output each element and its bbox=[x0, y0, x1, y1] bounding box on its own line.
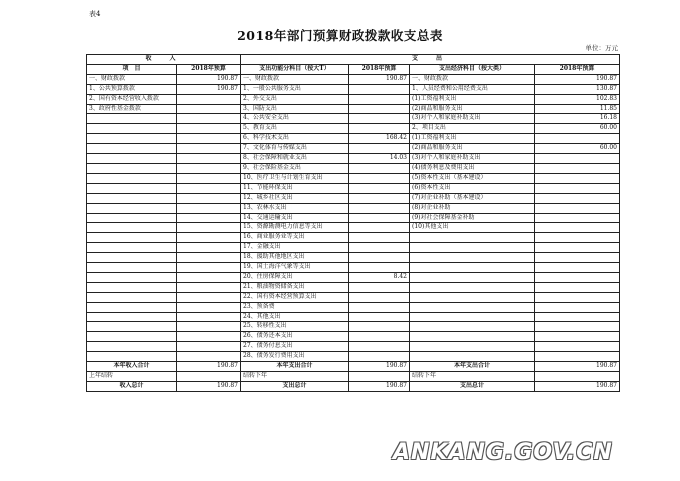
income-value-cell bbox=[177, 302, 241, 312]
income-item-cell bbox=[87, 282, 177, 292]
economic-item-cell: (9)对社会保障基金补助 bbox=[410, 213, 535, 223]
table-row bbox=[87, 302, 620, 312]
income-value-cell bbox=[177, 243, 241, 253]
income-value-cell bbox=[177, 173, 241, 183]
economic-value-cell bbox=[535, 154, 620, 164]
economic-value-cell: 11.85 bbox=[535, 104, 620, 114]
income-value-cell bbox=[177, 342, 241, 352]
economic-item-cell bbox=[410, 233, 535, 243]
function-item-cell: 25、转移性支出 bbox=[241, 322, 349, 332]
income-header: 收 入 bbox=[87, 55, 241, 65]
income-item-cell bbox=[87, 203, 177, 213]
function-value-cell: 190.87 bbox=[349, 74, 410, 84]
economic-value-cell bbox=[535, 134, 620, 144]
function-budget-column-header: 2018年预算 bbox=[349, 64, 410, 74]
income-item-cell bbox=[87, 272, 177, 282]
economic-value-cell bbox=[535, 282, 620, 292]
income-item-cell bbox=[87, 213, 177, 223]
economic-value-cell bbox=[535, 183, 620, 193]
income-value-cell bbox=[177, 233, 241, 243]
function-item-cell: 19、国土海洋气象等支出 bbox=[241, 263, 349, 273]
economic-item-cell bbox=[410, 322, 535, 332]
function-class-column-header: 支出功能分科目（按大T） bbox=[241, 64, 349, 74]
function-item-cell: 6、科学技术支出 bbox=[241, 134, 349, 144]
economic-value-cell bbox=[535, 352, 620, 362]
function-item-cell: 17、金融支出 bbox=[241, 243, 349, 253]
table-row bbox=[87, 233, 620, 243]
function-value-cell bbox=[349, 213, 410, 223]
income-item-cell bbox=[87, 263, 177, 273]
economic-value-cell bbox=[535, 302, 620, 312]
table-row bbox=[87, 173, 620, 183]
income-budget-column-header: 2018年预算 bbox=[177, 64, 241, 74]
income-item-cell bbox=[87, 332, 177, 342]
table-row bbox=[87, 352, 620, 362]
site-watermark: ANKANG.GOV.CN bbox=[393, 440, 613, 465]
economic-item-cell bbox=[410, 302, 535, 312]
table-row bbox=[87, 74, 620, 84]
economic-value-cell bbox=[535, 203, 620, 213]
income-item-cell bbox=[87, 233, 177, 243]
income-item-cell bbox=[87, 144, 177, 154]
economic-item-cell: (1)工资福利支出 bbox=[410, 134, 535, 144]
economic-item-cell: 一、财政拨款 bbox=[410, 74, 535, 84]
function-item-cell: 21、粮油物资储备支出 bbox=[241, 282, 349, 292]
income-year-total-value: 190.87 bbox=[177, 362, 241, 372]
function-value-cell: 168.42 bbox=[349, 134, 410, 144]
function-value-cell bbox=[349, 223, 410, 233]
income-value-cell bbox=[177, 253, 241, 263]
expense-grand-total-label: 支出总计 bbox=[241, 381, 349, 391]
function-item-cell: 18、援助其他地区支出 bbox=[241, 253, 349, 263]
table-row bbox=[87, 312, 620, 322]
economic-item-cell: (3)对个人和家庭补助支出 bbox=[410, 154, 535, 164]
function-value-cell bbox=[349, 263, 410, 273]
table-header-group-row bbox=[87, 55, 620, 65]
table-row bbox=[87, 114, 620, 124]
income-item-cell bbox=[87, 124, 177, 134]
economic-item-cell: (4)债务利息及费用支出 bbox=[410, 163, 535, 173]
table-row bbox=[87, 144, 620, 154]
economic-value-cell: 190.87 bbox=[535, 74, 620, 84]
income-value-cell bbox=[177, 352, 241, 362]
table-row bbox=[87, 243, 620, 253]
income-value-cell bbox=[177, 163, 241, 173]
economic-value-cell: 60.00 bbox=[535, 124, 620, 134]
carry-row bbox=[87, 372, 620, 382]
table-header-row bbox=[87, 64, 620, 74]
income-item-cell bbox=[87, 173, 177, 183]
economic-value-cell bbox=[535, 243, 620, 253]
economic-year-total-value: 190.87 bbox=[535, 362, 620, 372]
table-row bbox=[87, 203, 620, 213]
income-value-cell bbox=[177, 213, 241, 223]
page-title: 2018年部门预算财政拨款收支总表 bbox=[237, 28, 443, 43]
income-item-cell bbox=[87, 114, 177, 124]
economic-value-cell bbox=[535, 342, 620, 352]
income-grand-total-label: 收入总计 bbox=[87, 381, 177, 391]
budget-table bbox=[86, 54, 620, 392]
function-value-cell bbox=[349, 233, 410, 243]
income-value-cell bbox=[177, 272, 241, 282]
income-value-cell bbox=[177, 144, 241, 154]
table-row bbox=[87, 342, 620, 352]
table-row bbox=[87, 193, 620, 203]
income-item-cell bbox=[87, 352, 177, 362]
carry-in-label: 上年结转 bbox=[87, 372, 177, 382]
economic-value-cell: 102.83 bbox=[535, 94, 620, 104]
income-value-cell: 190.87 bbox=[177, 84, 241, 94]
function-item-cell: 2、外交支出 bbox=[241, 94, 349, 104]
table-row bbox=[87, 292, 620, 302]
table-row bbox=[87, 223, 620, 233]
unit-label: 单位：万元 bbox=[585, 44, 618, 52]
economic-value-cell bbox=[535, 173, 620, 183]
economic-value-cell bbox=[535, 312, 620, 322]
function-item-cell: 16、商业服务业等支出 bbox=[241, 233, 349, 243]
expense-grand-total-value: 190.87 bbox=[349, 381, 410, 391]
economic-item-cell bbox=[410, 272, 535, 282]
table-row bbox=[87, 263, 620, 273]
table-row bbox=[87, 84, 620, 94]
table-row bbox=[87, 134, 620, 144]
income-value-cell bbox=[177, 114, 241, 124]
economic-value-cell bbox=[535, 163, 620, 173]
economic-value-cell bbox=[535, 233, 620, 243]
table-row bbox=[87, 163, 620, 173]
economic-item-cell bbox=[410, 352, 535, 362]
income-value-cell bbox=[177, 193, 241, 203]
economic-value-cell: 60.00 bbox=[535, 144, 620, 154]
function-item-cell: 12、城乡社区支出 bbox=[241, 193, 349, 203]
carry-in-value bbox=[177, 372, 241, 382]
function-item-cell: 5、教育支出 bbox=[241, 124, 349, 134]
function-value-cell bbox=[349, 104, 410, 114]
economic-item-cell bbox=[410, 292, 535, 302]
function-item-cell: 一、财政拨款 bbox=[241, 74, 349, 84]
economic-item-cell bbox=[410, 263, 535, 273]
function-item-cell: 24、其他支出 bbox=[241, 312, 349, 322]
economic-value-cell bbox=[535, 332, 620, 342]
income-value-cell bbox=[177, 203, 241, 213]
economic-value-cell bbox=[535, 253, 620, 263]
carry-out-economic-value bbox=[535, 372, 620, 382]
table-row bbox=[87, 253, 620, 263]
income-item-cell bbox=[87, 342, 177, 352]
function-value-cell bbox=[349, 203, 410, 213]
economic-value-cell bbox=[535, 272, 620, 282]
carry-out-label: 结转下年 bbox=[241, 372, 349, 382]
economic-item-cell: (10)其他支出 bbox=[410, 223, 535, 233]
expense-header: 支 出 bbox=[241, 55, 620, 65]
income-grand-total-value: 190.87 bbox=[177, 381, 241, 391]
function-item-cell: 9、社会保险基金支出 bbox=[241, 163, 349, 173]
income-year-total-label: 本年收入合计 bbox=[87, 362, 177, 372]
function-value-cell bbox=[349, 322, 410, 332]
economic-value-cell: 16.18 bbox=[535, 114, 620, 124]
income-value-cell: 190.87 bbox=[177, 74, 241, 84]
function-value-cell bbox=[349, 282, 410, 292]
income-item-cell bbox=[87, 223, 177, 233]
function-value-cell bbox=[349, 243, 410, 253]
economic-item-cell bbox=[410, 342, 535, 352]
function-value-cell bbox=[349, 342, 410, 352]
income-value-cell bbox=[177, 292, 241, 302]
income-value-cell bbox=[177, 154, 241, 164]
economic-item-cell: (5)资本性支出（基本建设） bbox=[410, 173, 535, 183]
item-column-header: 项 目 bbox=[87, 64, 177, 74]
function-value-cell bbox=[349, 124, 410, 134]
economic-class-column-header: 支出经济科目（按大类） bbox=[410, 64, 535, 74]
economic-item-cell bbox=[410, 253, 535, 263]
table-row bbox=[87, 322, 620, 332]
economic-item-cell: 2、项目支出 bbox=[410, 124, 535, 134]
function-item-cell: 10、医疗卫生与计划生育支出 bbox=[241, 173, 349, 183]
income-item-cell: 3、政府性基金拨款 bbox=[87, 104, 177, 114]
function-value-cell bbox=[349, 253, 410, 263]
function-item-cell: 7、文化体育与传媒支出 bbox=[241, 144, 349, 154]
economic-item-cell bbox=[410, 243, 535, 253]
income-item-cell bbox=[87, 154, 177, 164]
income-item-cell bbox=[87, 134, 177, 144]
table-number-tag: 表4 bbox=[89, 10, 101, 18]
function-value-cell bbox=[349, 94, 410, 104]
economic-item-cell: (6)资本性支出 bbox=[410, 183, 535, 193]
income-item-cell: 2、国有资本经营收入拨款 bbox=[87, 94, 177, 104]
economic-value-cell bbox=[535, 292, 620, 302]
function-item-cell: 23、预备费 bbox=[241, 302, 349, 312]
function-value-cell bbox=[349, 173, 410, 183]
table-row bbox=[87, 94, 620, 104]
carry-out-value bbox=[349, 372, 410, 382]
income-value-cell bbox=[177, 282, 241, 292]
income-item-cell: 一、财政拨款 bbox=[87, 74, 177, 84]
income-value-cell bbox=[177, 183, 241, 193]
table-row bbox=[87, 332, 620, 342]
income-item-cell: 1、公共预算拨款 bbox=[87, 84, 177, 94]
expense-year-total-label: 本年支出合计 bbox=[241, 362, 349, 372]
function-value-cell bbox=[349, 352, 410, 362]
function-value-cell bbox=[349, 163, 410, 173]
table-row bbox=[87, 154, 620, 164]
economic-grand-total-value: 190.87 bbox=[535, 381, 620, 391]
function-value-cell bbox=[349, 144, 410, 154]
function-item-cell: 4、公共安全支出 bbox=[241, 114, 349, 124]
function-item-cell: 11、节能环保支出 bbox=[241, 183, 349, 193]
income-item-cell bbox=[87, 322, 177, 332]
economic-item-cell: 1、人员经费和公用经费支出 bbox=[410, 84, 535, 94]
table-row bbox=[87, 104, 620, 114]
economic-value-cell bbox=[535, 223, 620, 233]
function-item-cell: 13、农林水支出 bbox=[241, 203, 349, 213]
function-value-cell: 8.42 bbox=[349, 272, 410, 282]
economic-item-cell: (8)对企业补助 bbox=[410, 203, 535, 213]
income-item-cell bbox=[87, 163, 177, 173]
economic-item-cell: (1)工资福利支出 bbox=[410, 94, 535, 104]
function-item-cell: 8、社会保障和就业支出 bbox=[241, 154, 349, 164]
function-value-cell bbox=[349, 84, 410, 94]
economic-item-cell: (7)对企业补助（基本建设） bbox=[410, 193, 535, 203]
table-row bbox=[87, 124, 620, 134]
table-row bbox=[87, 213, 620, 223]
carry-out-economic-label: 结转下年 bbox=[410, 372, 535, 382]
income-item-cell bbox=[87, 312, 177, 322]
economic-item-cell: (3)对个人和家庭补助支出 bbox=[410, 114, 535, 124]
table-row bbox=[87, 282, 620, 292]
economic-item-cell bbox=[410, 312, 535, 322]
function-item-cell: 3、国防支出 bbox=[241, 104, 349, 114]
table-row bbox=[87, 272, 620, 282]
economic-item-cell: (2)商品和服务支出 bbox=[410, 104, 535, 114]
function-item-cell: 15、资源勘测电力信息等支出 bbox=[241, 223, 349, 233]
income-value-cell bbox=[177, 223, 241, 233]
income-value-cell bbox=[177, 94, 241, 104]
economic-value-cell bbox=[535, 263, 620, 273]
economic-value-cell bbox=[535, 322, 620, 332]
income-item-cell bbox=[87, 243, 177, 253]
economic-value-cell bbox=[535, 213, 620, 223]
function-value-cell bbox=[349, 292, 410, 302]
economic-item-cell bbox=[410, 282, 535, 292]
income-value-cell bbox=[177, 124, 241, 134]
income-item-cell bbox=[87, 292, 177, 302]
economic-item-cell bbox=[410, 332, 535, 342]
function-item-cell: 27、债务付息支出 bbox=[241, 342, 349, 352]
grand-total-row bbox=[87, 381, 620, 391]
table-row bbox=[87, 183, 620, 193]
income-value-cell bbox=[177, 332, 241, 342]
economic-value-cell bbox=[535, 193, 620, 203]
function-item-cell: 14、交通运输支出 bbox=[241, 213, 349, 223]
income-item-cell bbox=[87, 183, 177, 193]
function-item-cell: 28、债务发行费用支出 bbox=[241, 352, 349, 362]
income-value-cell bbox=[177, 312, 241, 322]
function-value-cell: 14.03 bbox=[349, 154, 410, 164]
income-item-cell bbox=[87, 253, 177, 263]
income-value-cell bbox=[177, 263, 241, 273]
function-value-cell bbox=[349, 114, 410, 124]
function-item-cell: 26、债务还本支出 bbox=[241, 332, 349, 342]
expense-year-total-value: 190.87 bbox=[349, 362, 410, 372]
function-value-cell bbox=[349, 312, 410, 322]
function-item-cell: 22、国有资本经营预算支出 bbox=[241, 292, 349, 302]
economic-grand-total-label: 支出总计 bbox=[410, 381, 535, 391]
function-value-cell bbox=[349, 183, 410, 193]
function-value-cell bbox=[349, 193, 410, 203]
function-item-cell: 20、住房保障支出 bbox=[241, 272, 349, 282]
function-value-cell bbox=[349, 332, 410, 342]
function-value-cell bbox=[349, 302, 410, 312]
income-value-cell bbox=[177, 134, 241, 144]
year-total-row bbox=[87, 362, 620, 372]
income-value-cell bbox=[177, 104, 241, 114]
function-item-cell: 1、一般公共服务支出 bbox=[241, 84, 349, 94]
economic-value-cell: 130.87 bbox=[535, 84, 620, 94]
income-item-cell bbox=[87, 302, 177, 312]
income-item-cell bbox=[87, 193, 177, 203]
income-value-cell bbox=[177, 322, 241, 332]
economic-budget-column-header: 2018年预算 bbox=[535, 64, 620, 74]
economic-year-total-label: 本年支出合计 bbox=[410, 362, 535, 372]
economic-item-cell: (2)商品和服务支出 bbox=[410, 144, 535, 154]
